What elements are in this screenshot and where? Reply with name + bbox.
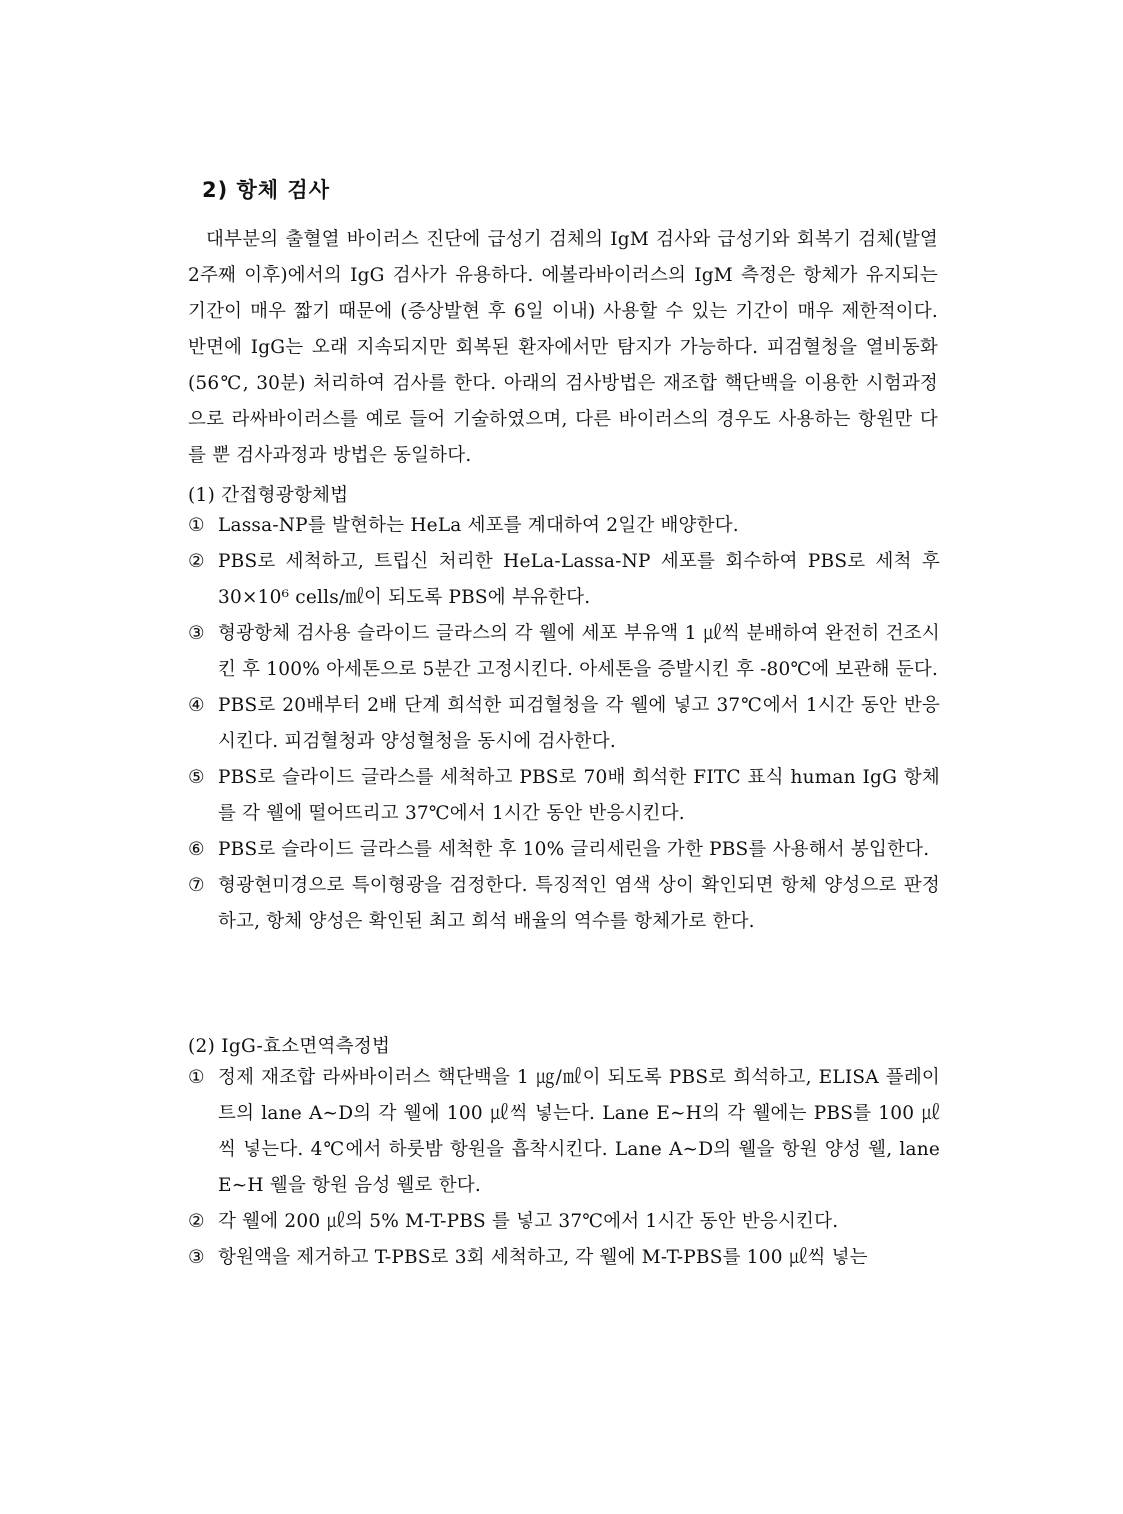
section1-steps <box>188 508 940 940</box>
section-heading: 2) 항체 검사 <box>202 178 330 202</box>
step-item <box>188 544 940 616</box>
step-text: 형광현미경으로 특이형광을 검정한다. 특징적인 염색 상이 확인되면 항체 양성으로 판정하고, 항체 양성은 확인된 최고 희석 배율의 역수를 항체가로 한다. <box>218 875 940 932</box>
step-marker: ③ <box>188 1247 205 1268</box>
step-marker: ② <box>188 1211 205 1232</box>
step-marker: ② <box>188 551 205 572</box>
step-item <box>188 1240 940 1276</box>
section2-steps <box>188 1060 940 1276</box>
step-marker: ⑦ <box>188 875 205 896</box>
step-marker: ③ <box>188 623 205 644</box>
step-text: PBS로 세척하고, 트립신 처리한 HeLa-Lassa-NP 세포를 회수하여 PBS로 세척 후 30×10⁶ cells/㎖이 되도록 PBS에 부유한다. <box>218 551 940 608</box>
step-item <box>188 1204 940 1240</box>
step-marker: ④ <box>188 695 205 716</box>
step-text: 형광항체 검사용 슬라이드 글라스의 각 웰에 세포 부유액 1 ㎕씩 분배하여 완전히 건조시킨 후 100% 아세톤으로 5분간 고정시킨다. 아세톤을 증발시킨 후 -80℃에 보관해 둔다. <box>218 623 940 680</box>
section2-title: (2) IgG-효소면역측정법 <box>188 1036 391 1057</box>
step-item <box>188 616 940 688</box>
step-marker: ① <box>188 1067 205 1088</box>
step-text: 정제 재조합 라싸바이러스 핵단백을 1 ㎍/㎖이 되도록 PBS로 희석하고, ELISA 플레이트의 lane A∼D의 각 웰에 100 ㎕씩 넣는다. Lane E∼H의 각 웰에는 PBS를 100 ㎕씩 넣는다. 4℃에서 하룻밤 항원을 흡착시킨다. Lane A∼D의 웰을 항원 양성 웰, lane E∼H 웰을 항원 음성 웰로 한다. <box>218 1067 940 1196</box>
step-item <box>188 688 940 760</box>
step-text: PBS로 슬라이드 글라스를 세척하고 PBS로 70배 희석한 FITC 표식 human IgG 항체를 각 웰에 떨어뜨리고 37℃에서 1시간 동안 반응시킨다. <box>218 767 940 824</box>
step-text: 항원액을 제거하고 T-PBS로 3회 세척하고, 각 웰에 M-T-PBS를 100 ㎕씩 넣는 <box>218 1247 868 1268</box>
intro-paragraph <box>188 222 938 474</box>
step-item <box>188 760 940 832</box>
step-marker: ⑤ <box>188 767 205 788</box>
step-item <box>188 508 940 544</box>
step-item <box>188 868 940 940</box>
intro-text: 대부분의 출혈열 바이러스 진단에 급성기 검체의 IgM 검사와 급성기와 회복기 검체(발열 2주째 이후)에서의 IgG 검사가 유용하다. 에볼라바이러스의 IgM 측정은 항체가 유지되는 기간이 매우 짧기 때문에 (증상발현 후 6일 이내) 사용할 수 있는 기간이 매우 제한적이다. 반면에 IgG는 오래 지속되지만 회복된 환자에서만 탐지가 가능하다. 피검혈청을 열비동화 (56℃, 30분) 처리하여 검사를 한다. 아래의 검사방법은 재조합 핵단백을 이용한 시험과정으로 라싸바이러스를 예로 들어 기술하였으며, 다른 바이러스의 경우도 사용하는 항원만 다를 뿐 검사과정과 방법은 동일하다. <box>188 229 938 466</box>
section1-title: (1) 간접형광항체법 <box>188 485 349 506</box>
step-marker: ① <box>188 515 205 536</box>
step-text: PBS로 20배부터 2배 단계 희석한 피검혈청을 각 웰에 넣고 37℃에서 1시간 동안 반응시킨다. 피검혈청과 양성혈청을 동시에 검사한다. <box>218 695 940 752</box>
step-item <box>188 832 940 868</box>
step-text: 각 웰에 200 ㎕의 5% M-T-PBS 를 넣고 37℃에서 1시간 동안 반응시킨다. <box>218 1211 839 1232</box>
step-item <box>188 1060 940 1204</box>
step-marker: ⑥ <box>188 839 205 860</box>
step-text: Lassa-NP를 발현하는 HeLa 세포를 계대하여 2일간 배양한다. <box>218 515 739 536</box>
step-text: PBS로 슬라이드 글라스를 세척한 후 10% 글리세린을 가한 PBS를 사용해서 봉입한다. <box>218 839 930 860</box>
